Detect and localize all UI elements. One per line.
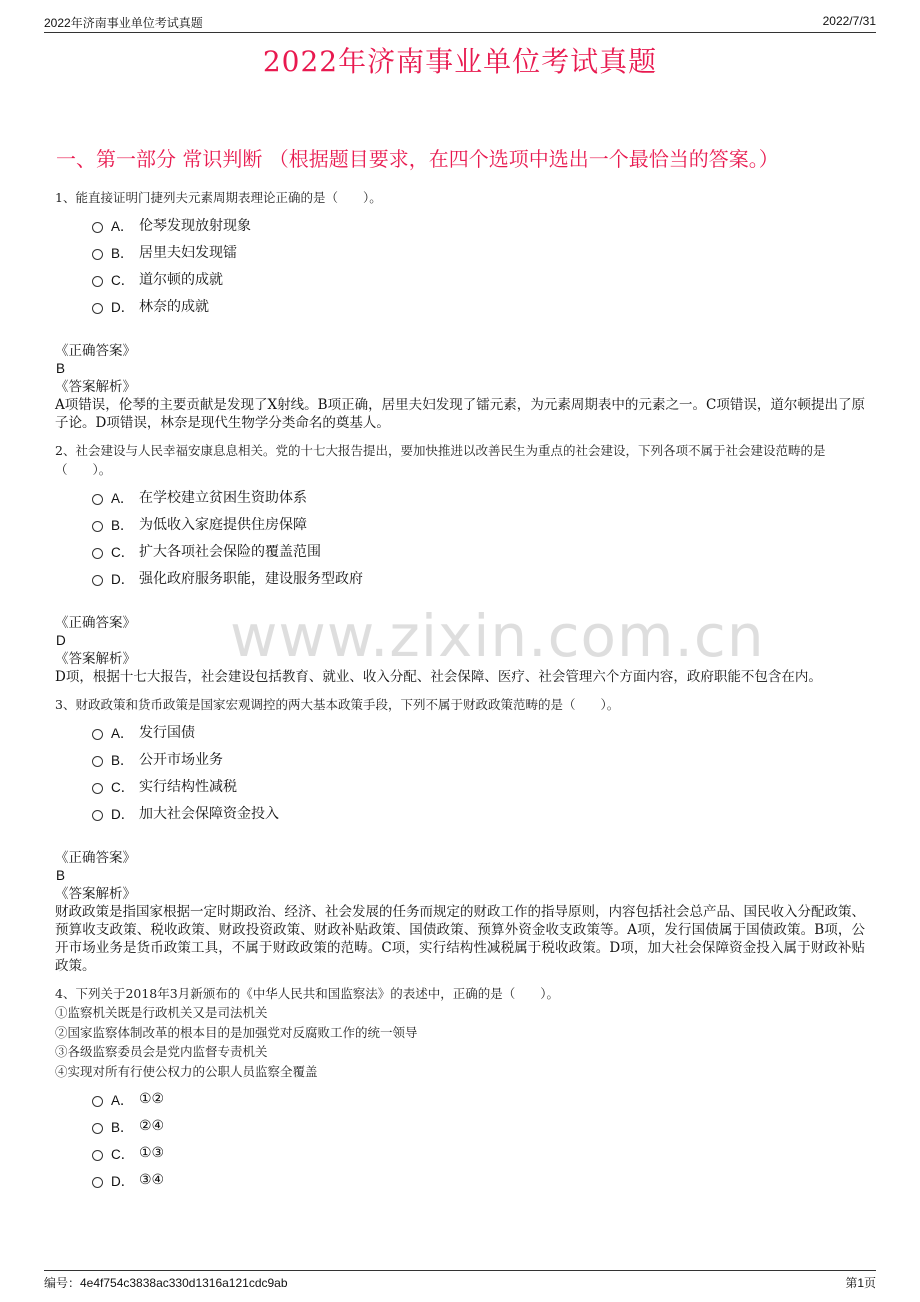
explanation-text: D项，根据十七大报告，社会建设包括教育、就业、收入分配、社会保障、医疗、社会管理六个方面内容，政府职能不包含在内。 (55, 669, 822, 685)
radio-icon[interactable] (92, 575, 103, 586)
radio-icon[interactable] (92, 729, 103, 740)
radio-icon[interactable] (92, 249, 103, 260)
answer-value: B (56, 361, 66, 376)
option-text: 为低收入家庭提供住房保障 (139, 516, 307, 533)
footer-page-number: 第1页 (845, 1276, 876, 1290)
explanation-text: 财政政策是指国家根据一定时期政治、经济、社会发展的任务而规定的财政工作的指导原则，内容包括社会总产品、国民收入分配政策、预算收支政策、税收政策、财政投资政策、财政补贴政策、国债政策、预算外资金收支政策等。A项，发行国债属于国债政策。B项，公开市场业务是货币政策工具，不属于财政政策的范畴。C项，实行结构性减税属于税收政策。D项，加大社会保障资金投入属于财政补贴政策。 (55, 904, 865, 974)
radio-icon[interactable] (92, 222, 103, 233)
option-list (92, 1085, 865, 1193)
explanation-label: 《答案解析》 (55, 651, 136, 667)
option-text: ②④ (139, 1117, 165, 1134)
radio-icon[interactable] (92, 521, 103, 532)
option-letter: D． (111, 571, 135, 587)
radio-icon[interactable] (92, 303, 103, 314)
option-letter: B． (111, 1119, 134, 1135)
option-text: 居里夫妇发现镭 (139, 244, 237, 261)
radio-icon[interactable] (92, 1096, 103, 1107)
option-letter: B． (111, 245, 134, 261)
question-2 (55, 441, 865, 686)
answer-value: B (56, 868, 66, 883)
option-letter: D． (111, 299, 135, 315)
radio-icon[interactable] (92, 548, 103, 559)
option-b[interactable] (92, 745, 865, 772)
question-stem: 3、财政政策和货币政策是国家宏观调控的两大基本政策手段，下列不属于财政政策范畴的是（ ）。 (55, 697, 620, 712)
answer-block (55, 342, 865, 396)
document-title: 2022年济南事业单位考试真题 (262, 45, 658, 78)
option-letter: A． (111, 218, 134, 234)
option-c[interactable] (92, 537, 865, 564)
watermark: www.zixin.com.cn (230, 602, 765, 670)
question-stem: 2、社会建设与人民幸福安康息息相关。党的十七大报告提出，要加快推进以改善民生为重点的社会建设，下列各项不属于社会建设范畴的是（ ）。 (55, 443, 826, 477)
footer-doc-id: 编号：4e4f754c3838ac330d1316a121cdc9ab (44, 1276, 288, 1290)
option-letter: C． (111, 779, 135, 795)
option-letter: C． (111, 1146, 135, 1162)
option-text: ③④ (139, 1171, 165, 1188)
option-b[interactable] (92, 238, 865, 265)
statement-item: ①监察机关既是行政机关又是司法机关 (55, 1005, 268, 1020)
explanation-text: A项错误，伦琴的主要贡献是发现了X射线。B项正确，居里夫妇发现了镭元素，为元素周期表中的元素之一。C项错误，道尔顿提出了原子论。D项错误，林奈是现代生物学分类命名的奠基人。 (55, 397, 865, 431)
option-list (92, 211, 865, 319)
option-text: 伦琴发现放射现象 (139, 217, 251, 234)
option-letter: A． (111, 1092, 134, 1108)
statement-item: ④实现对所有行使公权力的公职人员监察全覆盖 (55, 1063, 318, 1079)
option-text: 公开市场业务 (139, 751, 223, 768)
option-text: 道尔顿的成就 (139, 271, 223, 288)
explanation-label: 《答案解析》 (55, 886, 136, 902)
answer-block (55, 849, 865, 903)
answer-label: 《正确答案》 (55, 850, 136, 866)
answer-label: 《正确答案》 (55, 615, 136, 631)
option-c[interactable] (92, 265, 865, 292)
header-doc-name: 2022年济南事业单位考试真题 (44, 16, 203, 30)
radio-icon[interactable] (92, 756, 103, 767)
option-text: 实行结构性减税 (139, 778, 237, 795)
radio-icon[interactable] (92, 276, 103, 287)
question-stem: 1、能直接证明门捷列夫元素周期表理论正确的是（ ）。 (55, 190, 382, 205)
option-text: 发行国债 (139, 724, 195, 741)
question-list (55, 188, 865, 1193)
option-a[interactable] (92, 483, 865, 510)
option-list (92, 718, 865, 826)
answer-block (55, 614, 865, 668)
radio-icon[interactable] (92, 810, 103, 821)
page-footer (44, 1270, 876, 1289)
option-text: 在学校建立贫困生资助体系 (139, 489, 307, 506)
question-1 (55, 188, 865, 432)
option-letter: C． (111, 544, 135, 560)
option-letter: D． (111, 806, 135, 822)
question-3 (55, 695, 865, 975)
option-letter: B． (111, 517, 134, 533)
option-list (92, 483, 865, 591)
option-d[interactable] (92, 799, 865, 826)
option-a[interactable] (92, 718, 865, 745)
section-heading: 一、第一部分 常识判断 （根据题目要求，在四个选项中选出一个最恰当的答案。） (56, 147, 779, 171)
page-header (44, 12, 876, 33)
option-letter: C． (111, 272, 135, 288)
option-a[interactable] (92, 1085, 865, 1112)
option-b[interactable] (92, 1112, 865, 1139)
option-text: ①③ (139, 1144, 165, 1161)
option-letter: D． (111, 1173, 135, 1189)
answer-value: D (56, 633, 66, 648)
radio-icon[interactable] (92, 1123, 103, 1134)
answer-label: 《正确答案》 (55, 343, 136, 359)
option-c[interactable] (92, 1139, 865, 1166)
question-4 (55, 984, 865, 1193)
option-a[interactable] (92, 211, 865, 238)
option-b[interactable] (92, 510, 865, 537)
option-c[interactable] (92, 772, 865, 799)
option-text: 加大社会保障资金投入 (139, 805, 279, 822)
option-text: 强化政府服务职能，建设服务型政府 (139, 570, 363, 587)
option-d[interactable] (92, 564, 865, 591)
question-stem: 4、下列关于2018年3月新颁布的《中华人民共和国监察法》的表述中，正确的是（ ）。 (55, 986, 559, 1001)
option-text: ①② (139, 1090, 165, 1107)
radio-icon[interactable] (92, 494, 103, 505)
option-letter: A． (111, 490, 134, 506)
radio-icon[interactable] (92, 783, 103, 794)
option-letter: B． (111, 752, 134, 768)
option-text: 林奈的成就 (139, 298, 209, 315)
statement-item: ③各级监察委员会是党内监督专责机关 (55, 1044, 268, 1059)
statement-item: ②国家监察体制改革的根本目的是加强党对反腐败工作的统一领导 (55, 1024, 418, 1040)
header-date: 2022/7/31 (822, 14, 876, 28)
explanation-label: 《答案解析》 (55, 379, 136, 395)
option-d[interactable] (92, 1166, 865, 1193)
option-d[interactable] (92, 292, 865, 319)
radio-icon[interactable] (92, 1150, 103, 1161)
radio-icon[interactable] (92, 1177, 103, 1188)
option-letter: A． (111, 725, 134, 741)
option-text: 扩大各项社会保险的覆盖范围 (139, 543, 321, 560)
